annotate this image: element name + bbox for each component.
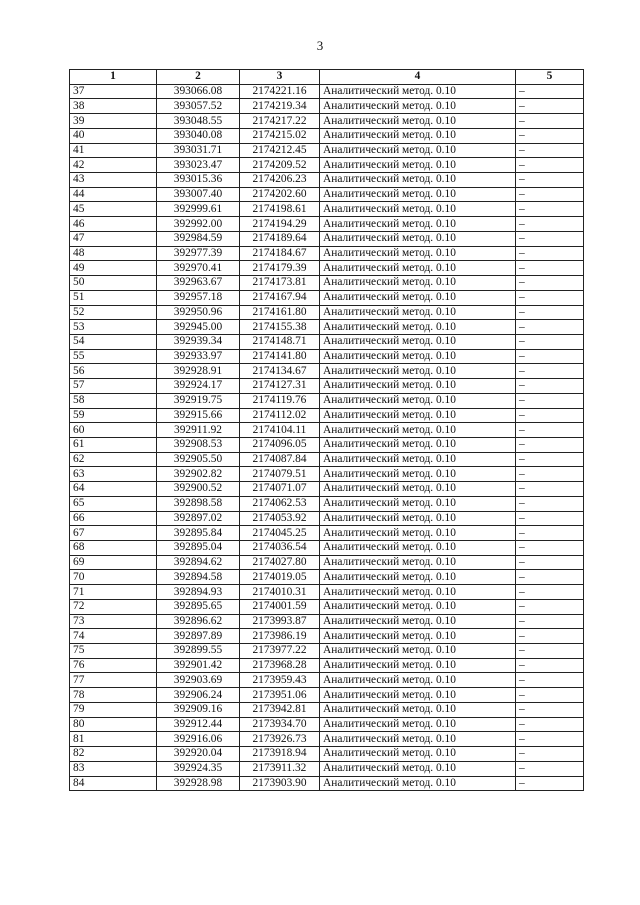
point-number-cell: 84 — [70, 776, 157, 791]
y-coordinate-cell: 2174053.92 — [240, 511, 320, 526]
method-cell: Аналитический метод. 0.10 — [320, 114, 516, 129]
y-coordinate-cell: 2174119.76 — [240, 393, 320, 408]
table-row — [70, 158, 584, 173]
point-number-cell: 53 — [70, 320, 157, 335]
y-coordinate-cell: 2174189.64 — [240, 231, 320, 246]
point-number-cell: 65 — [70, 496, 157, 511]
note-cell: – — [516, 217, 584, 232]
y-coordinate-cell: 2173959.43 — [240, 673, 320, 688]
note-cell: – — [516, 776, 584, 791]
x-coordinate-cell: 392950.96 — [157, 305, 240, 320]
y-coordinate-cell: 2174104.11 — [240, 423, 320, 438]
note-cell: – — [516, 187, 584, 202]
y-coordinate-cell: 2174209.52 — [240, 158, 320, 173]
point-number-cell: 47 — [70, 231, 157, 246]
point-number-cell: 63 — [70, 467, 157, 482]
note-cell: – — [516, 614, 584, 629]
point-number-cell: 54 — [70, 334, 157, 349]
x-coordinate-cell: 392905.50 — [157, 452, 240, 467]
y-coordinate-cell: 2173911.32 — [240, 761, 320, 776]
table-row — [70, 84, 584, 99]
y-coordinate-cell: 2174141.80 — [240, 349, 320, 364]
method-cell: Аналитический метод. 0.10 — [320, 364, 516, 379]
method-cell: Аналитический метод. 0.10 — [320, 555, 516, 570]
y-coordinate-cell: 2174167.94 — [240, 290, 320, 305]
note-cell: – — [516, 231, 584, 246]
method-cell: Аналитический метод. 0.10 — [320, 511, 516, 526]
x-coordinate-cell: 392963.67 — [157, 276, 240, 291]
table-row — [70, 99, 584, 114]
x-coordinate-cell: 393023.47 — [157, 158, 240, 173]
point-number-cell: 37 — [70, 84, 157, 99]
note-cell: – — [516, 99, 584, 114]
table-row — [70, 452, 584, 467]
x-coordinate-cell: 393040.08 — [157, 128, 240, 143]
point-number-cell: 51 — [70, 290, 157, 305]
note-cell: – — [516, 511, 584, 526]
y-coordinate-cell: 2174087.84 — [240, 452, 320, 467]
table-row — [70, 555, 584, 570]
note-cell: – — [516, 143, 584, 158]
x-coordinate-cell: 392933.97 — [157, 349, 240, 364]
x-coordinate-cell: 392894.62 — [157, 555, 240, 570]
y-coordinate-cell: 2174221.16 — [240, 84, 320, 99]
x-coordinate-cell: 392945.00 — [157, 320, 240, 335]
table-row — [70, 114, 584, 129]
y-coordinate-cell: 2173986.19 — [240, 629, 320, 644]
note-cell: – — [516, 437, 584, 452]
y-coordinate-cell: 2174217.22 — [240, 114, 320, 129]
method-cell: Аналитический метод. 0.10 — [320, 437, 516, 452]
point-number-cell: 80 — [70, 717, 157, 732]
point-number-cell: 73 — [70, 614, 157, 629]
point-number-cell: 39 — [70, 114, 157, 129]
x-coordinate-cell: 393031.71 — [157, 143, 240, 158]
column-header-3: 3 — [240, 70, 320, 85]
method-cell: Аналитический метод. 0.10 — [320, 408, 516, 423]
method-cell: Аналитический метод. 0.10 — [320, 231, 516, 246]
table-row — [70, 349, 584, 364]
x-coordinate-cell: 393066.08 — [157, 84, 240, 99]
note-cell: – — [516, 173, 584, 188]
method-cell: Аналитический метод. 0.10 — [320, 482, 516, 497]
point-number-cell: 50 — [70, 276, 157, 291]
x-coordinate-cell: 392895.65 — [157, 599, 240, 614]
x-coordinate-cell: 392928.91 — [157, 364, 240, 379]
y-coordinate-cell: 2174010.31 — [240, 585, 320, 600]
method-cell: Аналитический метод. 0.10 — [320, 732, 516, 747]
column-header-2: 2 — [157, 70, 240, 85]
note-cell: – — [516, 128, 584, 143]
point-number-cell: 48 — [70, 246, 157, 261]
y-coordinate-cell: 2173993.87 — [240, 614, 320, 629]
point-number-cell: 77 — [70, 673, 157, 688]
method-cell: Аналитический метод. 0.10 — [320, 570, 516, 585]
y-coordinate-cell: 2174184.67 — [240, 246, 320, 261]
x-coordinate-cell: 392928.98 — [157, 776, 240, 791]
table-row — [70, 379, 584, 394]
page-number: 3 — [316, 38, 324, 53]
point-number-cell: 42 — [70, 158, 157, 173]
x-coordinate-cell: 392896.62 — [157, 614, 240, 629]
method-cell: Аналитический метод. 0.10 — [320, 585, 516, 600]
point-number-cell: 44 — [70, 187, 157, 202]
method-cell: Аналитический метод. 0.10 — [320, 614, 516, 629]
method-cell: Аналитический метод. 0.10 — [320, 717, 516, 732]
note-cell: – — [516, 114, 584, 129]
column-header-1: 1 — [70, 70, 157, 85]
note-cell: – — [516, 629, 584, 644]
method-cell: Аналитический метод. 0.10 — [320, 379, 516, 394]
x-coordinate-cell: 393007.40 — [157, 187, 240, 202]
point-number-cell: 76 — [70, 658, 157, 673]
note-cell: – — [516, 408, 584, 423]
x-coordinate-cell: 392908.53 — [157, 437, 240, 452]
note-cell: – — [516, 761, 584, 776]
y-coordinate-cell: 2174071.07 — [240, 482, 320, 497]
table-row — [70, 541, 584, 556]
method-cell: Аналитический метод. 0.10 — [320, 320, 516, 335]
table-row — [70, 261, 584, 276]
y-coordinate-cell: 2174202.60 — [240, 187, 320, 202]
point-number-cell: 74 — [70, 629, 157, 644]
table-row — [70, 364, 584, 379]
note-cell: – — [516, 732, 584, 747]
y-coordinate-cell: 2174198.61 — [240, 202, 320, 217]
y-coordinate-cell: 2174096.05 — [240, 437, 320, 452]
y-coordinate-cell: 2174112.02 — [240, 408, 320, 423]
method-cell: Аналитический метод. 0.10 — [320, 702, 516, 717]
note-cell: – — [516, 320, 584, 335]
point-number-cell: 66 — [70, 511, 157, 526]
method-cell: Аналитический метод. 0.10 — [320, 276, 516, 291]
method-cell: Аналитический метод. 0.10 — [320, 423, 516, 438]
note-cell: – — [516, 496, 584, 511]
y-coordinate-cell: 2174036.54 — [240, 541, 320, 556]
table-row — [70, 187, 584, 202]
note-cell: – — [516, 526, 584, 541]
note-cell: – — [516, 305, 584, 320]
table-row — [70, 496, 584, 511]
method-cell: Аналитический метод. 0.10 — [320, 747, 516, 762]
point-number-cell: 40 — [70, 128, 157, 143]
x-coordinate-cell: 392901.42 — [157, 658, 240, 673]
note-cell: – — [516, 702, 584, 717]
table-row — [70, 217, 584, 232]
table-row — [70, 143, 584, 158]
table-row — [70, 614, 584, 629]
x-coordinate-cell: 392919.75 — [157, 393, 240, 408]
table-row — [70, 526, 584, 541]
method-cell: Аналитический метод. 0.10 — [320, 334, 516, 349]
x-coordinate-cell: 392902.82 — [157, 467, 240, 482]
point-number-cell: 59 — [70, 408, 157, 423]
note-cell: – — [516, 290, 584, 305]
x-coordinate-cell: 392897.02 — [157, 511, 240, 526]
table-row — [70, 202, 584, 217]
x-coordinate-cell: 392895.04 — [157, 541, 240, 556]
method-cell: Аналитический метод. 0.10 — [320, 673, 516, 688]
table-row — [70, 599, 584, 614]
method-cell: Аналитический метод. 0.10 — [320, 128, 516, 143]
x-coordinate-cell: 392900.52 — [157, 482, 240, 497]
table-row — [70, 747, 584, 762]
table-row — [70, 585, 584, 600]
y-coordinate-cell: 2174134.67 — [240, 364, 320, 379]
table-body — [70, 84, 584, 791]
point-number-cell: 82 — [70, 747, 157, 762]
y-coordinate-cell: 2173926.73 — [240, 732, 320, 747]
point-number-cell: 58 — [70, 393, 157, 408]
note-cell: – — [516, 658, 584, 673]
y-coordinate-cell: 2174027.80 — [240, 555, 320, 570]
point-number-cell: 55 — [70, 349, 157, 364]
table-row — [70, 231, 584, 246]
y-coordinate-cell: 2174194.29 — [240, 217, 320, 232]
method-cell: Аналитический метод. 0.10 — [320, 541, 516, 556]
y-coordinate-cell: 2174062.53 — [240, 496, 320, 511]
x-coordinate-cell: 392903.69 — [157, 673, 240, 688]
x-coordinate-cell: 393048.55 — [157, 114, 240, 129]
table-row — [70, 320, 584, 335]
x-coordinate-cell: 392911.92 — [157, 423, 240, 438]
x-coordinate-cell: 392999.61 — [157, 202, 240, 217]
table-row — [70, 290, 584, 305]
note-cell: – — [516, 644, 584, 659]
point-number-cell: 72 — [70, 599, 157, 614]
point-number-cell: 43 — [70, 173, 157, 188]
y-coordinate-cell: 2174079.51 — [240, 467, 320, 482]
y-coordinate-cell: 2174127.31 — [240, 379, 320, 394]
y-coordinate-cell: 2173942.81 — [240, 702, 320, 717]
x-coordinate-cell: 392939.34 — [157, 334, 240, 349]
method-cell: Аналитический метод. 0.10 — [320, 496, 516, 511]
y-coordinate-cell: 2174045.25 — [240, 526, 320, 541]
note-cell: – — [516, 84, 584, 99]
method-cell: Аналитический метод. 0.10 — [320, 776, 516, 791]
y-coordinate-cell: 2174019.05 — [240, 570, 320, 585]
method-cell: Аналитический метод. 0.10 — [320, 349, 516, 364]
point-number-cell: 45 — [70, 202, 157, 217]
table-row — [70, 570, 584, 585]
table-row — [70, 437, 584, 452]
point-number-cell: 81 — [70, 732, 157, 747]
method-cell: Аналитический метод. 0.10 — [320, 246, 516, 261]
x-coordinate-cell: 392924.17 — [157, 379, 240, 394]
method-cell: Аналитический метод. 0.10 — [320, 158, 516, 173]
x-coordinate-cell: 392894.58 — [157, 570, 240, 585]
column-header-4: 4 — [320, 70, 516, 85]
point-number-cell: 52 — [70, 305, 157, 320]
note-cell: – — [516, 158, 584, 173]
method-cell: Аналитический метод. 0.10 — [320, 629, 516, 644]
method-cell: Аналитический метод. 0.10 — [320, 761, 516, 776]
y-coordinate-cell: 2173951.06 — [240, 688, 320, 703]
y-coordinate-cell: 2174212.45 — [240, 143, 320, 158]
note-cell: – — [516, 717, 584, 732]
point-number-cell: 78 — [70, 688, 157, 703]
y-coordinate-cell: 2174179.39 — [240, 261, 320, 276]
note-cell: – — [516, 202, 584, 217]
y-coordinate-cell: 2174219.34 — [240, 99, 320, 114]
table-row — [70, 629, 584, 644]
y-coordinate-cell: 2174001.59 — [240, 599, 320, 614]
point-number-cell: 70 — [70, 570, 157, 585]
point-number-cell: 38 — [70, 99, 157, 114]
point-number-cell: 56 — [70, 364, 157, 379]
column-header-5: 5 — [516, 70, 584, 85]
table-row — [70, 482, 584, 497]
method-cell: Аналитический метод. 0.10 — [320, 187, 516, 202]
method-cell: Аналитический метод. 0.10 — [320, 202, 516, 217]
coordinates-table — [69, 69, 584, 791]
note-cell: – — [516, 467, 584, 482]
x-coordinate-cell: 392897.89 — [157, 629, 240, 644]
point-number-cell: 68 — [70, 541, 157, 556]
note-cell: – — [516, 379, 584, 394]
y-coordinate-cell: 2174161.80 — [240, 305, 320, 320]
method-cell: Аналитический метод. 0.10 — [320, 599, 516, 614]
table-row — [70, 702, 584, 717]
note-cell: – — [516, 673, 584, 688]
x-coordinate-cell: 392899.55 — [157, 644, 240, 659]
note-cell: – — [516, 585, 584, 600]
x-coordinate-cell: 393057.52 — [157, 99, 240, 114]
table-row — [70, 717, 584, 732]
table-row — [70, 467, 584, 482]
table-row — [70, 732, 584, 747]
table-row — [70, 761, 584, 776]
method-cell: Аналитический метод. 0.10 — [320, 452, 516, 467]
x-coordinate-cell: 392909.16 — [157, 702, 240, 717]
x-coordinate-cell: 392916.06 — [157, 732, 240, 747]
x-coordinate-cell: 392957.18 — [157, 290, 240, 305]
note-cell: – — [516, 747, 584, 762]
table-row — [70, 305, 584, 320]
point-number-cell: 60 — [70, 423, 157, 438]
note-cell: – — [516, 276, 584, 291]
x-coordinate-cell: 392912.44 — [157, 717, 240, 732]
x-coordinate-cell: 392895.84 — [157, 526, 240, 541]
note-cell: – — [516, 423, 584, 438]
point-number-cell: 69 — [70, 555, 157, 570]
note-cell: – — [516, 541, 584, 556]
table-row — [70, 644, 584, 659]
note-cell: – — [516, 452, 584, 467]
method-cell: Аналитический метод. 0.10 — [320, 644, 516, 659]
x-coordinate-cell: 392992.00 — [157, 217, 240, 232]
method-cell: Аналитический метод. 0.10 — [320, 143, 516, 158]
y-coordinate-cell: 2174155.38 — [240, 320, 320, 335]
table-row — [70, 334, 584, 349]
y-coordinate-cell: 2173977.22 — [240, 644, 320, 659]
note-cell: – — [516, 599, 584, 614]
note-cell: – — [516, 334, 584, 349]
y-coordinate-cell: 2174173.81 — [240, 276, 320, 291]
x-coordinate-cell: 393015.36 — [157, 173, 240, 188]
table-row — [70, 658, 584, 673]
point-number-cell: 57 — [70, 379, 157, 394]
table-row — [70, 688, 584, 703]
y-coordinate-cell: 2174206.23 — [240, 173, 320, 188]
method-cell: Аналитический метод. 0.10 — [320, 99, 516, 114]
x-coordinate-cell: 392906.24 — [157, 688, 240, 703]
table-row — [70, 393, 584, 408]
method-cell: Аналитический метод. 0.10 — [320, 84, 516, 99]
method-cell: Аналитический метод. 0.10 — [320, 526, 516, 541]
note-cell: – — [516, 482, 584, 497]
method-cell: Аналитический метод. 0.10 — [320, 688, 516, 703]
table-row — [70, 511, 584, 526]
table-row — [70, 408, 584, 423]
table-row — [70, 423, 584, 438]
x-coordinate-cell: 392984.59 — [157, 231, 240, 246]
table-row — [70, 776, 584, 791]
y-coordinate-cell: 2173918.94 — [240, 747, 320, 762]
point-number-cell: 67 — [70, 526, 157, 541]
point-number-cell: 46 — [70, 217, 157, 232]
table-row — [70, 246, 584, 261]
table-row — [70, 128, 584, 143]
x-coordinate-cell: 392894.93 — [157, 585, 240, 600]
x-coordinate-cell: 392970.41 — [157, 261, 240, 276]
note-cell: – — [516, 570, 584, 585]
y-coordinate-cell: 2173903.90 — [240, 776, 320, 791]
table-header — [70, 70, 584, 85]
method-cell: Аналитический метод. 0.10 — [320, 393, 516, 408]
note-cell: – — [516, 393, 584, 408]
note-cell: – — [516, 261, 584, 276]
point-number-cell: 41 — [70, 143, 157, 158]
point-number-cell: 61 — [70, 437, 157, 452]
note-cell: – — [516, 364, 584, 379]
point-number-cell: 79 — [70, 702, 157, 717]
x-coordinate-cell: 392915.66 — [157, 408, 240, 423]
x-coordinate-cell: 392920.04 — [157, 747, 240, 762]
point-number-cell: 71 — [70, 585, 157, 600]
point-number-cell: 83 — [70, 761, 157, 776]
y-coordinate-cell: 2174148.71 — [240, 334, 320, 349]
x-coordinate-cell: 392898.58 — [157, 496, 240, 511]
method-cell: Аналитический метод. 0.10 — [320, 658, 516, 673]
y-coordinate-cell: 2173968.28 — [240, 658, 320, 673]
note-cell: – — [516, 349, 584, 364]
x-coordinate-cell: 392977.39 — [157, 246, 240, 261]
point-number-cell: 49 — [70, 261, 157, 276]
table-row — [70, 276, 584, 291]
note-cell: – — [516, 555, 584, 570]
point-number-cell: 62 — [70, 452, 157, 467]
y-coordinate-cell: 2173934.70 — [240, 717, 320, 732]
method-cell: Аналитический метод. 0.10 — [320, 290, 516, 305]
method-cell: Аналитический метод. 0.10 — [320, 305, 516, 320]
note-cell: – — [516, 688, 584, 703]
method-cell: Аналитический метод. 0.10 — [320, 173, 516, 188]
method-cell: Аналитический метод. 0.10 — [320, 217, 516, 232]
point-number-cell: 75 — [70, 644, 157, 659]
table-row — [70, 173, 584, 188]
x-coordinate-cell: 392924.35 — [157, 761, 240, 776]
method-cell: Аналитический метод. 0.10 — [320, 467, 516, 482]
table-row — [70, 673, 584, 688]
point-number-cell: 64 — [70, 482, 157, 497]
method-cell: Аналитический метод. 0.10 — [320, 261, 516, 276]
y-coordinate-cell: 2174215.02 — [240, 128, 320, 143]
header-row — [70, 70, 584, 85]
note-cell: – — [516, 246, 584, 261]
